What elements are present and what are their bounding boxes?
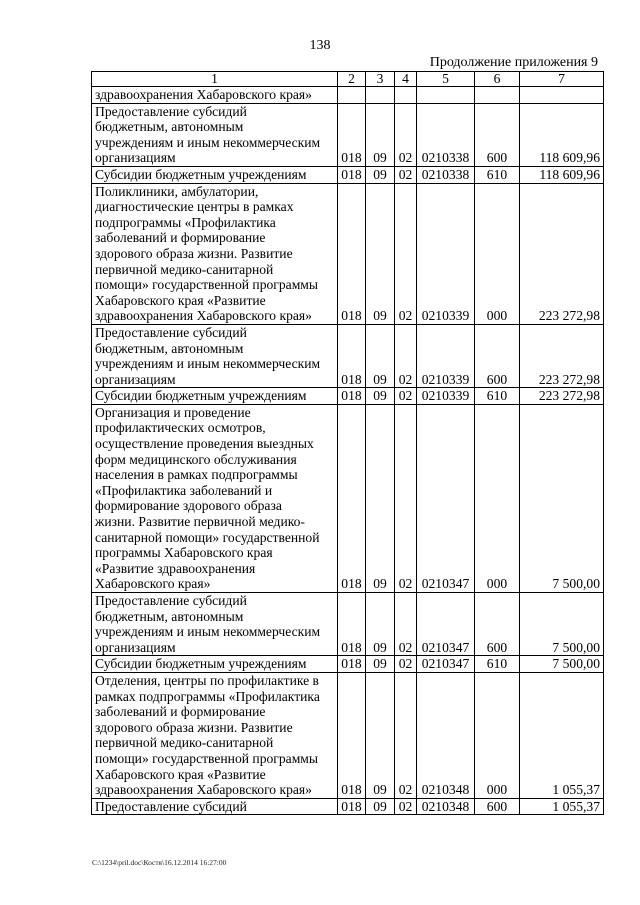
subsection-code-cell: 02 — [395, 324, 417, 387]
row-name-line: Предоставление субсидий — [95, 324, 247, 340]
row-name-line: Субсидии бюджетным учреждениям — [95, 388, 307, 404]
subsection-code-cell: 02 — [395, 388, 417, 405]
row-name-line: здравоохранения Хабаровского края» — [95, 782, 312, 798]
ministry-code-cell: 018 — [338, 103, 366, 166]
row-name-line: Предоставление субсидий — [95, 593, 247, 608]
target-article-cell: 0210338 — [417, 166, 475, 183]
section-code-cell: 09 — [366, 798, 395, 815]
row-name-line: «Профилактика заболеваний и — [95, 482, 273, 498]
ministry-code-cell: 018 — [338, 404, 366, 592]
table-row — [92, 656, 604, 673]
row-name-line: Субсидии бюджетным учреждениям — [95, 166, 307, 182]
amount-cell: 223 272,98 — [520, 388, 604, 405]
expense-type-cell: 600 — [475, 593, 520, 656]
row-name-cell — [92, 656, 338, 673]
section-code-cell: 09 — [366, 103, 395, 166]
expense-type-cell — [475, 87, 520, 104]
row-name-line: подпрограммы «Профилактика — [95, 214, 276, 230]
amount-cell: 223 272,98 — [520, 324, 604, 387]
target-article-cell: 0210347 — [417, 656, 475, 673]
table-row — [92, 87, 604, 104]
expense-type-cell: 610 — [475, 166, 520, 183]
ministry-code-cell: 018 — [338, 672, 366, 798]
subsection-code-cell: 02 — [395, 672, 417, 798]
subsection-code-cell: 02 — [395, 656, 417, 673]
row-name-line: Предоставление субсидий — [95, 798, 247, 814]
row-name-line: учреждениям и иным некоммерческим — [95, 624, 321, 640]
row-name-cell — [92, 183, 338, 324]
header-cell: 2 — [338, 72, 366, 87]
row-name-line: Хабаровского края «Развитие — [95, 766, 266, 782]
amount-cell: 118 609,96 — [520, 166, 604, 183]
row-name-cell — [92, 324, 338, 387]
target-article-cell: 0210347 — [417, 593, 475, 656]
page-number: 138 — [309, 38, 331, 53]
budget-table-body — [92, 72, 604, 815]
section-code-cell: 09 — [366, 656, 395, 673]
budget-table — [91, 71, 604, 815]
amount-cell: 118 609,96 — [520, 103, 604, 166]
row-name-line: бюджетным, автономным — [95, 340, 244, 356]
row-name-cell — [92, 798, 338, 815]
expense-type-cell: 000 — [475, 404, 520, 592]
amount-cell: 223 272,98 — [520, 183, 604, 324]
row-name-cell — [92, 166, 338, 183]
row-name-line: заболеваний и формирование — [95, 230, 266, 246]
amount-cell — [520, 87, 604, 104]
table-row — [92, 593, 604, 656]
header-cell: 7 — [520, 72, 604, 87]
appendix-continuation-label: Продолжение приложения 9 — [429, 55, 598, 70]
row-name-cell — [92, 87, 338, 104]
row-name-line: Хабаровского края «Развитие — [95, 292, 266, 308]
row-name-line: профилактических осмотров, — [95, 420, 266, 436]
row-name-line: здравоохранения Хабаровского края» — [95, 87, 312, 102]
ministry-code-cell: 018 — [338, 388, 366, 405]
header-cell: 5 — [417, 72, 475, 87]
target-article-cell: 0210339 — [417, 388, 475, 405]
row-name-line: первичной медико-санитарной — [95, 261, 274, 277]
subsection-code-cell: 02 — [395, 593, 417, 656]
subsection-code-cell: 02 — [395, 103, 417, 166]
section-code-cell: 09 — [366, 324, 395, 387]
row-name-line: организациям — [95, 639, 176, 655]
ministry-code-cell: 018 — [338, 798, 366, 815]
target-article-cell: 0210339 — [417, 324, 475, 387]
expense-type-cell: 610 — [475, 656, 520, 673]
target-article-cell: 0210339 — [417, 183, 475, 324]
row-name-line: жизни. Развитие первичной медико- — [95, 514, 305, 530]
amount-cell: 7 500,00 — [520, 656, 604, 673]
table-header-row — [92, 72, 604, 87]
amount-cell: 7 500,00 — [520, 404, 604, 592]
row-name-line: помощи» государственной программы — [95, 277, 319, 293]
header-cell: 3 — [366, 72, 395, 87]
amount-cell: 7 500,00 — [520, 593, 604, 656]
expense-type-cell: 000 — [475, 672, 520, 798]
row-name-line: учреждениям и иным некоммерческим — [95, 134, 321, 150]
row-name-line: санитарной помощи» государственной — [95, 529, 320, 545]
target-article-cell: 0210348 — [417, 798, 475, 815]
amount-cell: 1 055,37 — [520, 672, 604, 798]
row-name-cell — [92, 404, 338, 592]
row-name-line: первичной медико-санитарной — [95, 735, 274, 751]
row-name-cell — [92, 388, 338, 405]
row-name-line: формирование здорового образа — [95, 498, 282, 514]
table-row — [92, 103, 604, 166]
target-article-cell — [417, 87, 475, 104]
subsection-code-cell: 02 — [395, 798, 417, 815]
row-name-line: Субсидии бюджетным учреждениям — [95, 656, 307, 672]
ministry-code-cell: 018 — [338, 593, 366, 656]
row-name-line: рамках подпрограммы «Профилактика — [95, 688, 320, 704]
subsection-code-cell: 02 — [395, 166, 417, 183]
section-code-cell: 09 — [366, 388, 395, 405]
header-cell: 4 — [395, 72, 417, 87]
row-name-cell — [92, 672, 338, 798]
subsection-code-cell: 02 — [395, 183, 417, 324]
subsection-code-cell — [395, 87, 417, 104]
ministry-code-cell: 018 — [338, 324, 366, 387]
ministry-code-cell — [338, 87, 366, 104]
table-row — [92, 324, 604, 387]
row-name-line: населения в рамках подпрограммы — [95, 467, 298, 483]
row-name-cell — [92, 103, 338, 166]
row-name-line: бюджетным, автономным — [95, 119, 244, 135]
table-row — [92, 388, 604, 405]
row-name-line: Предоставление субсидий — [95, 103, 247, 119]
ministry-code-cell: 018 — [338, 656, 366, 673]
section-code-cell: 09 — [366, 404, 395, 592]
row-name-line: организациям — [95, 371, 176, 387]
table-row — [92, 166, 604, 183]
expense-type-cell: 600 — [475, 798, 520, 815]
table-row — [92, 672, 604, 798]
expense-type-cell: 000 — [475, 183, 520, 324]
table-row — [92, 183, 604, 324]
row-name-line: помощи» государственной программы — [95, 750, 319, 766]
expense-type-cell: 600 — [475, 324, 520, 387]
header-cell: 1 — [92, 72, 338, 87]
header-cell: 6 — [475, 72, 520, 87]
row-name-line: «Развитие здравоохранения — [95, 560, 256, 576]
row-name-line: Организация и проведение — [95, 404, 251, 420]
amount-cell: 1 055,37 — [520, 798, 604, 815]
expense-type-cell: 600 — [475, 103, 520, 166]
row-name-line: Отделения, центры по профилактике в — [95, 672, 319, 688]
target-article-cell: 0210348 — [417, 672, 475, 798]
table-row — [92, 404, 604, 592]
row-name-line: здорового образа жизни. Развитие — [95, 719, 293, 735]
row-name-line: Хабаровского края» — [95, 576, 211, 592]
subsection-code-cell: 02 — [395, 404, 417, 592]
row-name-line: заболеваний и формирование — [95, 704, 266, 720]
row-name-line: учреждениям и иным некоммерческим — [95, 356, 321, 372]
row-name-line: форм медицинского обслуживания — [95, 451, 297, 467]
row-name-line: организациям — [95, 150, 176, 166]
section-code-cell: 09 — [366, 593, 395, 656]
section-code-cell: 09 — [366, 183, 395, 324]
ministry-code-cell: 018 — [338, 166, 366, 183]
row-name-line: осуществление проведения выездных — [95, 436, 314, 452]
row-name-line: Поликлиники, амбулатории, — [95, 183, 259, 199]
file-path-footer: C:\1234\pril.doc\Костя\16.12.2014 16:27:00 — [92, 858, 227, 867]
row-name-line: бюджетным, автономным — [95, 608, 244, 624]
table-row — [92, 798, 604, 815]
expense-type-cell: 610 — [475, 388, 520, 405]
row-name-cell — [92, 593, 338, 656]
section-code-cell — [366, 87, 395, 104]
target-article-cell: 0210338 — [417, 103, 475, 166]
row-name-line: диагностические центры в рамках — [95, 199, 294, 215]
section-code-cell: 09 — [366, 672, 395, 798]
target-article-cell: 0210347 — [417, 404, 475, 592]
ministry-code-cell: 018 — [338, 183, 366, 324]
row-name-line: здорового образа жизни. Развитие — [95, 245, 293, 261]
row-name-line: программы Хабаровского края — [95, 545, 273, 561]
section-code-cell: 09 — [366, 166, 395, 183]
row-name-line: здравоохранения Хабаровского края» — [95, 308, 312, 324]
